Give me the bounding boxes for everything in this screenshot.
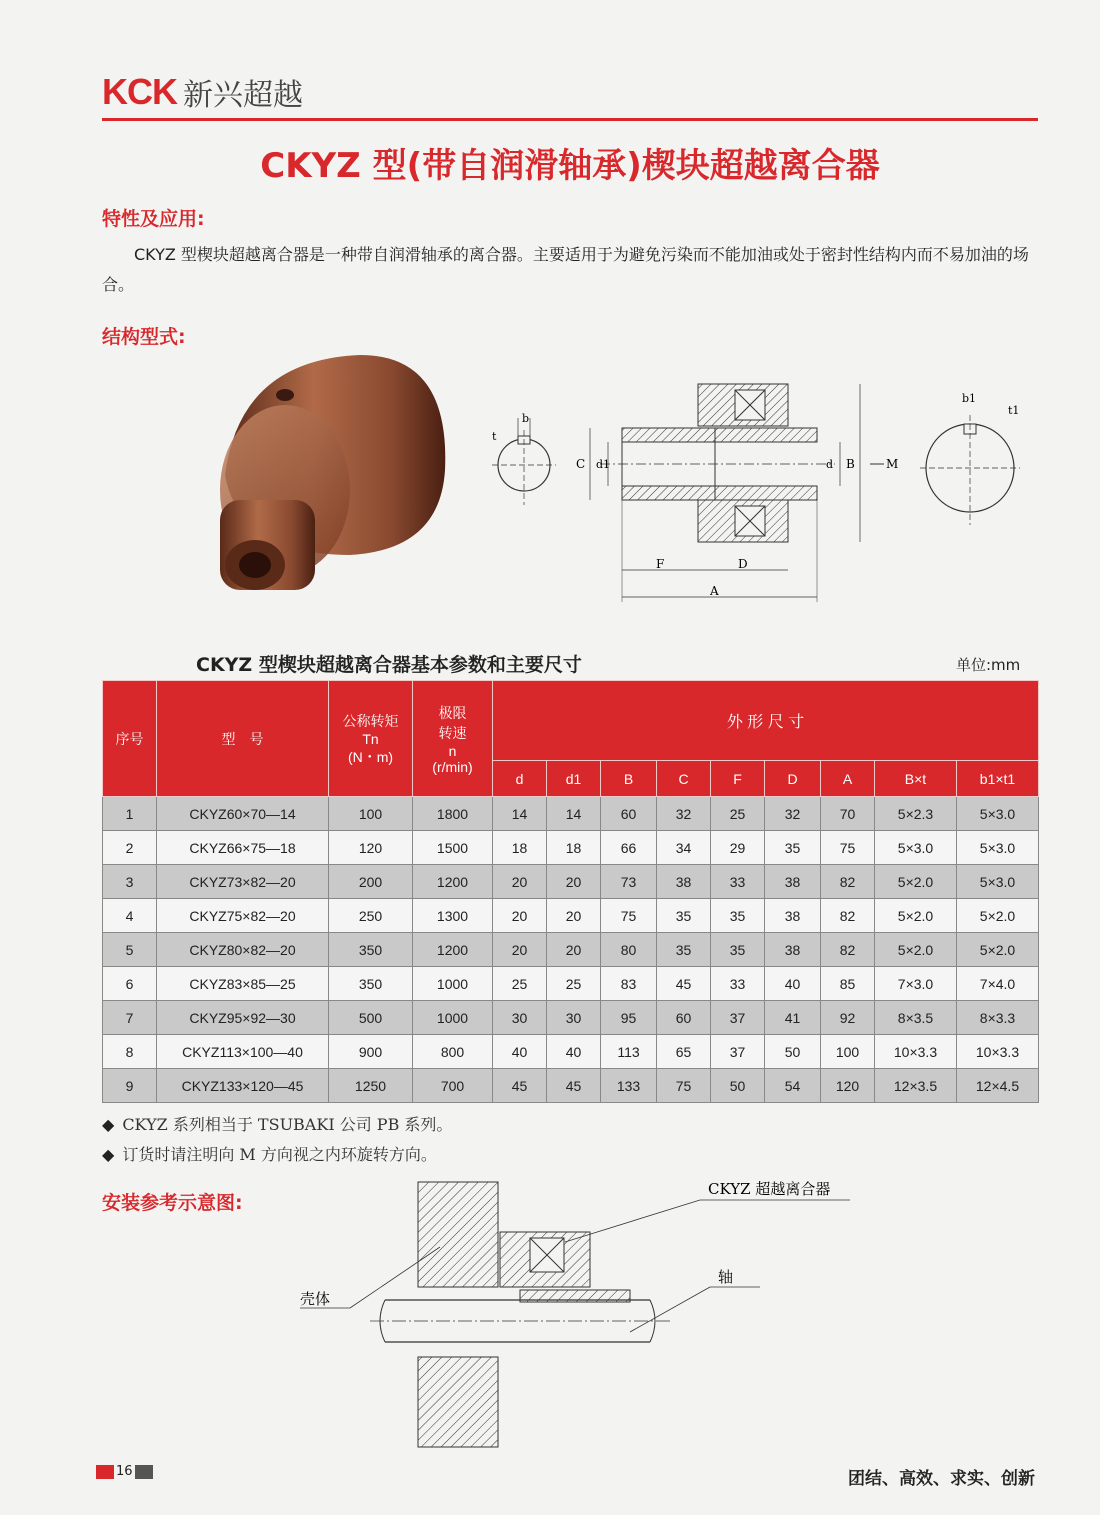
- header-divider: [102, 118, 1038, 121]
- table-cell: 1000: [413, 967, 493, 1001]
- header-sub: C: [657, 761, 711, 797]
- dim-b1: b1: [962, 392, 977, 405]
- table-cell: 20: [493, 933, 547, 967]
- table-cell: 30: [493, 1001, 547, 1035]
- features-heading: 特性及应用:: [102, 208, 205, 230]
- table-cell: 20: [493, 899, 547, 933]
- page-title: CKYZ 型(带自润滑轴承)楔块超越离合器: [260, 146, 880, 186]
- header-torque: [329, 681, 413, 797]
- install-heading: 安装参考示意图:: [102, 1192, 243, 1214]
- dim-b: b: [522, 412, 530, 425]
- sectional-drawing: [570, 372, 910, 607]
- table-cell: CKYZ133×120—45: [157, 1069, 329, 1103]
- table-cell: 40: [765, 967, 821, 1001]
- table-cell: 5×2.0: [875, 865, 957, 899]
- table-cell: 14: [547, 797, 601, 831]
- table-cell: 75: [657, 1069, 711, 1103]
- table-cell: 18: [493, 831, 547, 865]
- table-cell: 4: [103, 899, 157, 933]
- structure-heading: 结构型式:: [102, 326, 186, 348]
- table-row: [103, 1035, 1039, 1069]
- table-cell: 66: [601, 831, 657, 865]
- table-cell: 25: [547, 967, 601, 1001]
- table-cell: 40: [547, 1035, 601, 1069]
- note-1: [102, 1112, 452, 1135]
- table-cell: 5×2.3: [875, 797, 957, 831]
- table-cell: 30: [547, 1001, 601, 1035]
- table-cell: 1: [103, 797, 157, 831]
- table-cell: 700: [413, 1069, 493, 1103]
- footer-slogan: 团结、高效、求实、创新: [848, 1469, 1035, 1489]
- spec-table: [102, 680, 1039, 1103]
- table-cell: 35: [657, 933, 711, 967]
- table-cell: 1300: [413, 899, 493, 933]
- table-cell: 120: [821, 1069, 875, 1103]
- features-text: CKYZ 型楔块超越离合器是一种带自润滑轴承的离合器。主要适用于为避免污染而不能加油或处于密封性结构内而不易加油的场合。: [102, 245, 1029, 294]
- table-cell: CKYZ113×100—40: [157, 1035, 329, 1069]
- header-sub: B×t: [875, 761, 957, 797]
- table-cell: 12×4.5: [957, 1069, 1039, 1103]
- table-cell: 33: [711, 865, 765, 899]
- dim-d: d: [826, 458, 834, 471]
- table-cell: CKYZ75×82—20: [157, 899, 329, 933]
- table-cell: 250: [329, 899, 413, 933]
- table-cell: 25: [711, 797, 765, 831]
- table-cell: 95: [601, 1001, 657, 1035]
- table-cell: 80: [601, 933, 657, 967]
- table-cell: CKYZ95×92—30: [157, 1001, 329, 1035]
- table-row: [103, 1069, 1039, 1103]
- dim-F: F: [656, 557, 665, 571]
- table-cell: 83: [601, 967, 657, 1001]
- table-cell: 29: [711, 831, 765, 865]
- table-cell: 75: [601, 899, 657, 933]
- table-cell: 35: [711, 933, 765, 967]
- table-cell: 54: [765, 1069, 821, 1103]
- table-cell: 800: [413, 1035, 493, 1069]
- spec-table-body: [103, 797, 1039, 1103]
- table-cell: 75: [821, 831, 875, 865]
- header-torque-2: Tn: [362, 730, 379, 747]
- table-cell: 25: [493, 967, 547, 1001]
- header-dims: 外 形 尺 寸: [493, 681, 1039, 761]
- header-sub: D: [765, 761, 821, 797]
- table-cell: 5×2.0: [875, 933, 957, 967]
- dim-d1: d1: [596, 458, 611, 471]
- dim-B: B: [846, 457, 855, 471]
- table-cell: 5×3.0: [957, 797, 1039, 831]
- table-cell: 500: [329, 1001, 413, 1035]
- table-cell: 1000: [413, 1001, 493, 1035]
- table-cell: 20: [493, 865, 547, 899]
- table-row: [103, 899, 1039, 933]
- header-sub: b1×t1: [957, 761, 1039, 797]
- page-number: [96, 1464, 153, 1479]
- table-cell: 10×3.3: [957, 1035, 1039, 1069]
- table-cell: 8×3.3: [957, 1001, 1039, 1035]
- page-marker-red: [96, 1465, 114, 1479]
- table-cell: 65: [657, 1035, 711, 1069]
- table-cell: 5×2.0: [957, 933, 1039, 967]
- table-cell: 1250: [329, 1069, 413, 1103]
- table-cell: 14: [493, 797, 547, 831]
- table-cell: 85: [821, 967, 875, 1001]
- table-cell: CKYZ66×75—18: [157, 831, 329, 865]
- table-cell: 38: [765, 933, 821, 967]
- table-cell: 100: [821, 1035, 875, 1069]
- table-cell: 92: [821, 1001, 875, 1035]
- label-shaft: 轴: [718, 1268, 734, 1286]
- table-row: [103, 865, 1039, 899]
- header-sub: F: [711, 761, 765, 797]
- table-cell: 18: [547, 831, 601, 865]
- table-cell: 38: [765, 865, 821, 899]
- table-cell: 40: [493, 1035, 547, 1069]
- table-cell: 37: [711, 1035, 765, 1069]
- table-cell: 5×3.0: [957, 831, 1039, 865]
- table-cell: 35: [765, 831, 821, 865]
- table-cell: 38: [765, 899, 821, 933]
- table-cell: 100: [329, 797, 413, 831]
- install-drawing: [290, 1172, 850, 1452]
- label-clutch: CKYZ 超越离合器: [708, 1180, 831, 1198]
- table-row: [103, 967, 1039, 1001]
- table-cell: 45: [493, 1069, 547, 1103]
- header-model: 型 号: [157, 681, 329, 797]
- table-cell: 1200: [413, 865, 493, 899]
- page-marker-gray: [135, 1465, 153, 1479]
- logo-mark: KCK: [102, 71, 177, 112]
- table-cell: 350: [329, 933, 413, 967]
- header-torque-1: 公称转矩: [342, 712, 399, 729]
- table-cell: 5×2.0: [875, 899, 957, 933]
- header-sub: A: [821, 761, 875, 797]
- table-cell: 3: [103, 865, 157, 899]
- dim-M: M: [886, 457, 899, 471]
- table-cell: 20: [547, 899, 601, 933]
- table-cell: 5×2.0: [957, 899, 1039, 933]
- table-cell: CKYZ83×85—25: [157, 967, 329, 1001]
- header-torque-3: (N・m): [347, 748, 394, 765]
- header-speed-2: 转速: [438, 724, 467, 741]
- page-number-text: 16: [116, 1464, 133, 1479]
- table-cell: 82: [821, 899, 875, 933]
- table-cell: 73: [601, 865, 657, 899]
- table-cell: CKYZ60×70—14: [157, 797, 329, 831]
- label-housing: 壳体: [300, 1290, 331, 1308]
- table-cell: 6: [103, 967, 157, 1001]
- table-cell: 5×3.0: [875, 831, 957, 865]
- table-cell: 7: [103, 1001, 157, 1035]
- header-sub: d: [493, 761, 547, 797]
- header-no: 序号: [103, 681, 157, 797]
- table-cell: 35: [711, 899, 765, 933]
- table-cell: 2: [103, 831, 157, 865]
- key-section-drawing: [484, 410, 564, 510]
- table-cell: 38: [657, 865, 711, 899]
- table-cell: 900: [329, 1035, 413, 1069]
- table-cell: 1200: [413, 933, 493, 967]
- table-cell: 12×3.5: [875, 1069, 957, 1103]
- table-cell: 82: [821, 933, 875, 967]
- header-sub: d1: [547, 761, 601, 797]
- dim-C: C: [576, 457, 586, 471]
- table-cell: 32: [657, 797, 711, 831]
- table-cell: 33: [711, 967, 765, 1001]
- table-cell: 20: [547, 865, 601, 899]
- note-text: CKYZ 系列相当于 TSUBAKI 公司 PB 系列。: [122, 1115, 453, 1134]
- table-cell: 8: [103, 1035, 157, 1069]
- table-cell: 50: [711, 1069, 765, 1103]
- outer-key-drawing: [920, 390, 1030, 530]
- table-cell: 37: [711, 1001, 765, 1035]
- table-cell: 1500: [413, 831, 493, 865]
- table-cell: 32: [765, 797, 821, 831]
- table-cell: 200: [329, 865, 413, 899]
- table-cell: 8×3.5: [875, 1001, 957, 1035]
- header-speed-1: 极限: [438, 704, 467, 721]
- table-cell: 1800: [413, 797, 493, 831]
- header-sub: B: [601, 761, 657, 797]
- table-row: [103, 933, 1039, 967]
- table-cell: 9: [103, 1069, 157, 1103]
- table-cell: 45: [547, 1069, 601, 1103]
- header-speed: [413, 681, 493, 797]
- brand-logo: [102, 72, 303, 112]
- note-text: 订货时请注明向 M 方向视之内环旋转方向。: [122, 1145, 437, 1164]
- table-cell: 50: [765, 1035, 821, 1069]
- table-cell: 120: [329, 831, 413, 865]
- table-cell: 5×3.0: [957, 865, 1039, 899]
- product-photo: [200, 350, 460, 600]
- table-cell: 35: [657, 899, 711, 933]
- table-cell: 34: [657, 831, 711, 865]
- header-speed-3: n: [448, 742, 457, 759]
- note-2: [102, 1142, 437, 1165]
- logo-text: 新兴超越: [183, 78, 303, 113]
- table-cell: 7×3.0: [875, 967, 957, 1001]
- dim-t: t: [492, 430, 497, 443]
- table-cell: 7×4.0: [957, 967, 1039, 1001]
- table-cell: 5: [103, 933, 157, 967]
- table-cell: CKYZ73×82—20: [157, 865, 329, 899]
- table-cell: 133: [601, 1069, 657, 1103]
- table-cell: 60: [601, 797, 657, 831]
- dim-D: D: [738, 557, 748, 571]
- table-cell: 10×3.3: [875, 1035, 957, 1069]
- table-title: CKYZ 型楔块超越离合器基本参数和主要尺寸: [196, 654, 582, 676]
- diamond-bullet-icon: ◆: [102, 1115, 115, 1134]
- table-cell: 20: [547, 933, 601, 967]
- table-cell: CKYZ80×82—20: [157, 933, 329, 967]
- table-unit: 单位:mm: [956, 656, 1021, 674]
- table-cell: 350: [329, 967, 413, 1001]
- table-cell: 70: [821, 797, 875, 831]
- table-cell: 82: [821, 865, 875, 899]
- table-cell: 41: [765, 1001, 821, 1035]
- table-row: [103, 797, 1039, 831]
- diamond-bullet-icon: ◆: [102, 1145, 115, 1164]
- table-cell: 60: [657, 1001, 711, 1035]
- table-row: [103, 1001, 1039, 1035]
- table-cell: 113: [601, 1035, 657, 1069]
- table-row: [103, 831, 1039, 865]
- dim-A: A: [710, 584, 719, 598]
- dim-t1: t1: [1008, 404, 1020, 417]
- table-cell: 45: [657, 967, 711, 1001]
- header-speed-4: (r/min): [432, 758, 473, 775]
